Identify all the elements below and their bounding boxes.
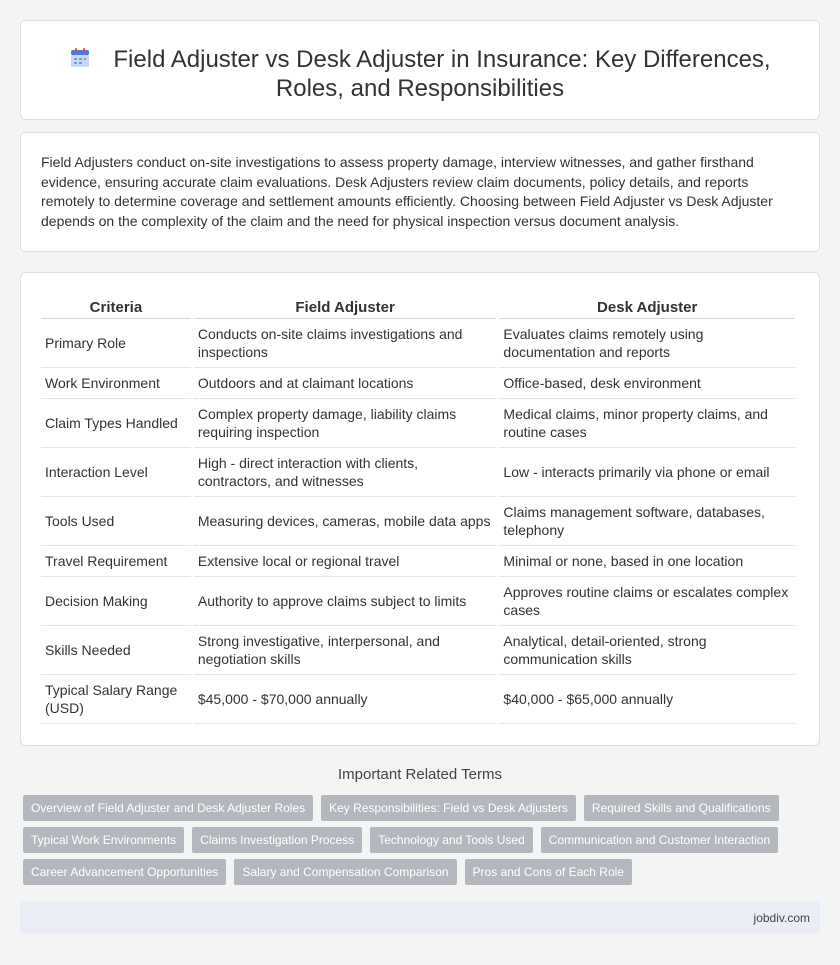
- criteria-cell: Decision Making: [41, 577, 191, 626]
- desk-adjuster-cell: Evaluates claims remotely using documentation and reports: [499, 319, 795, 368]
- criteria-cell: Travel Requirement: [41, 546, 191, 577]
- field-adjuster-cell: Extensive local or regional travel: [194, 546, 497, 577]
- field-adjuster-cell: Outdoors and at claimant locations: [194, 368, 497, 399]
- desk-adjuster-cell: Claims management software, databases, telephony: [499, 497, 795, 546]
- table-row: [41, 675, 795, 724]
- table-row: [41, 497, 795, 546]
- related-term-tag[interactable]: Overview of Field Adjuster and Desk Adjuster Roles: [23, 795, 313, 821]
- table-row: [41, 626, 795, 675]
- page-title-text: Field Adjuster vs Desk Adjuster in Insurance: Key Differences, Roles, and Responsibilities: [113, 46, 771, 102]
- related-term-tag[interactable]: Required Skills and Qualifications: [584, 795, 779, 821]
- related-term-tag[interactable]: Typical Work Environments: [23, 827, 184, 853]
- related-term-tag[interactable]: Pros and Cons of Each Role: [465, 859, 632, 885]
- related-term-tag[interactable]: Career Advancement Opportunities: [23, 859, 226, 885]
- related-terms-section: [20, 766, 820, 885]
- related-term-tag[interactable]: Communication and Customer Interaction: [541, 827, 778, 853]
- table-row: [41, 319, 795, 368]
- field-adjuster-cell: Measuring devices, cameras, mobile data apps: [194, 497, 497, 546]
- calendar-icon: [69, 47, 91, 69]
- field-adjuster-cell: $45,000 - $70,000 annually: [194, 675, 497, 724]
- related-terms-tags: [20, 795, 820, 885]
- page-title: [21, 45, 819, 103]
- field-adjuster-cell: Complex property damage, liability claims requiring inspection: [194, 399, 497, 448]
- criteria-cell: Work Environment: [41, 368, 191, 399]
- table-row: [41, 546, 795, 577]
- desk-adjuster-cell: Medical claims, minor property claims, and routine cases: [499, 399, 795, 448]
- desk-adjuster-cell: Analytical, detail-oriented, strong communication skills: [499, 626, 795, 675]
- field-adjuster-cell: Strong investigative, interpersonal, and negotiation skills: [194, 626, 497, 675]
- criteria-cell: Tools Used: [41, 497, 191, 546]
- header-criteria: Criteria: [41, 291, 191, 319]
- header-desk-adjuster: Desk Adjuster: [499, 291, 795, 319]
- footer: [20, 902, 820, 934]
- related-term-tag[interactable]: Key Responsibilities: Field vs Desk Adjusters: [321, 795, 576, 821]
- related-term-tag[interactable]: Claims Investigation Process: [192, 827, 362, 853]
- table-row: [41, 448, 795, 497]
- table-header-row: [41, 291, 795, 319]
- header-card: [20, 20, 820, 120]
- intro-card: [20, 132, 820, 252]
- related-terms-title: Important Related Terms: [338, 766, 502, 783]
- criteria-cell: Primary Role: [41, 319, 191, 368]
- desk-adjuster-cell: Office-based, desk environment: [499, 368, 795, 399]
- comparison-table-card: [20, 272, 820, 746]
- comparison-table: [38, 291, 798, 724]
- field-adjuster-cell: Conducts on-site claims investigations and inspections: [194, 319, 497, 368]
- table-row: [41, 577, 795, 626]
- table-row: [41, 399, 795, 448]
- desk-adjuster-cell: $40,000 - $65,000 annually: [499, 675, 795, 724]
- desk-adjuster-cell: Low - interacts primarily via phone or email: [499, 448, 795, 497]
- desk-adjuster-cell: Approves routine claims or escalates complex cases: [499, 577, 795, 626]
- field-adjuster-cell: Authority to approve claims subject to limits: [194, 577, 497, 626]
- criteria-cell: Skills Needed: [41, 626, 191, 675]
- criteria-cell: Claim Types Handled: [41, 399, 191, 448]
- intro-text: Field Adjusters conduct on-site investigations to assess property damage, interview witnesses, and gather firsthand evidence, ensuring accurate claim evaluations. Desk Adjusters review claim documents, policy details, and reports remotely to determine coverage and settlement amounts efficiently. Choosing between Field Adjuster vs Desk Adjuster depends on the complexity of the claim and the need for physical inspection versus document analysis.: [41, 154, 773, 229]
- table-row: [41, 368, 795, 399]
- desk-adjuster-cell: Minimal or none, based in one location: [499, 546, 795, 577]
- field-adjuster-cell: High - direct interaction with clients, contractors, and witnesses: [194, 448, 497, 497]
- header-field-adjuster: Field Adjuster: [194, 291, 497, 319]
- related-term-tag[interactable]: Technology and Tools Used: [370, 827, 533, 853]
- footer-site-link[interactable]: jobdiv.com: [753, 911, 810, 925]
- related-term-tag[interactable]: Salary and Compensation Comparison: [234, 859, 456, 885]
- criteria-cell: Interaction Level: [41, 448, 191, 497]
- criteria-cell: Typical Salary Range (USD): [41, 675, 191, 724]
